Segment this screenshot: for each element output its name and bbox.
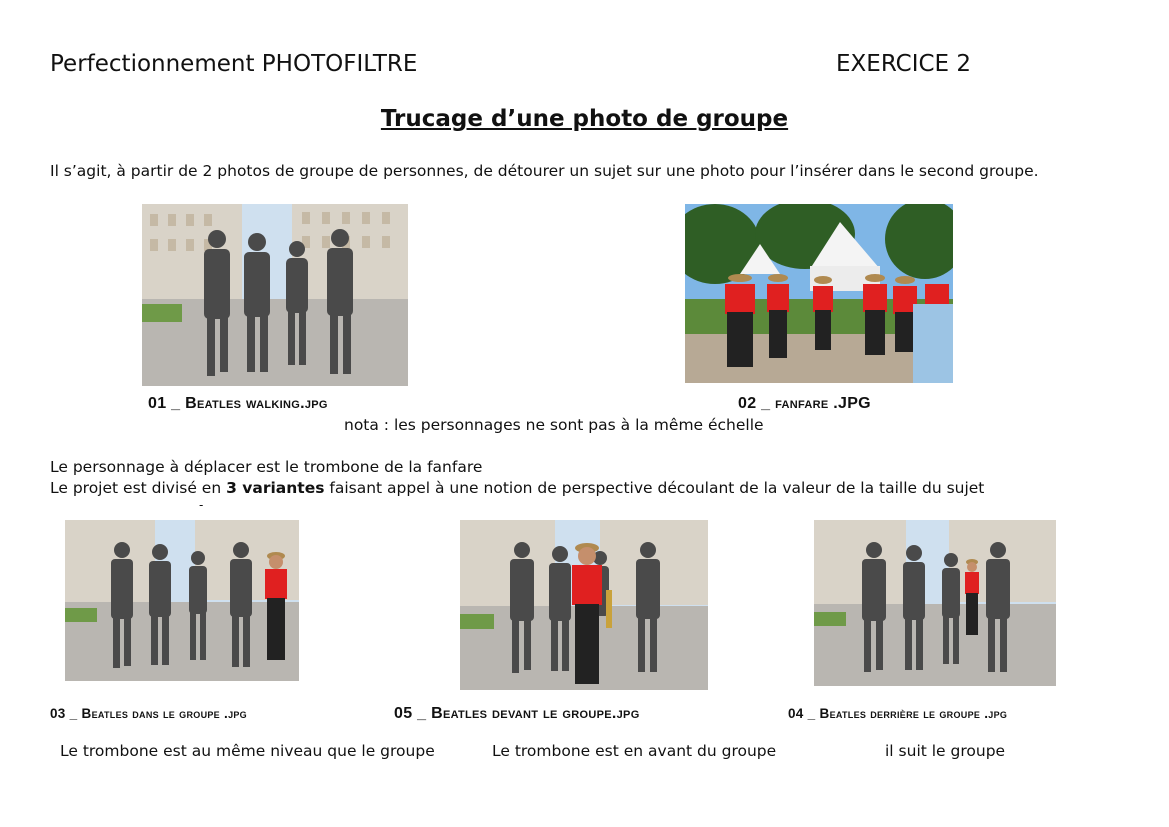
instruction-line-2-end: faisant appel à une notion de perspective découlant de la valeur de la taille du sujet — [324, 479, 985, 497]
intro-paragraph: Il s’agit, à partir de 2 photos de groupe de personnes, de détourer un sujet sur une photo pour l’insérer dans le second groupe. — [50, 162, 1039, 180]
caption-same-level: 03 _ Beatles dans le groupe .jpg — [50, 706, 247, 721]
beatles-same-level-photo — [65, 520, 299, 681]
fanfare-photo — [685, 204, 953, 383]
instruction-line-2-start: Le projet est divisé en — [50, 479, 227, 497]
scale-note: nota : les personnages ne sont pas à la même échelle — [344, 416, 764, 434]
exercise-label: EXERCICE 2 — [836, 51, 972, 77]
description-front: Le trombone est en avant du groupe — [492, 742, 777, 760]
page-title: Trucage d’une photo de groupe — [380, 106, 789, 132]
description-behind: il suit le groupe — [885, 742, 1006, 760]
caption-beatles-walking: 01 _ Beatles walking.jpg — [148, 395, 328, 412]
beatles-behind-photo — [814, 520, 1056, 686]
caption-front: 05 _ Beatles devant le groupe.jpg — [394, 705, 640, 722]
beatles-walking-photo — [142, 204, 408, 386]
description-same-level: Le trombone est au même niveau que le groupe — [60, 742, 435, 760]
instruction-variants-count: 3 variantes — [226, 479, 325, 497]
instruction-line-1: Le personnage à déplacer est le trombone de la fanfare — [50, 458, 483, 476]
caption-behind: 04 _ Beatles derrière le groupe .jpg — [788, 706, 1008, 721]
course-title: Perfectionnement PHOTOFILTRE — [50, 51, 418, 77]
caption-fanfare: 02 _ fanfare .JPG — [738, 395, 871, 412]
beatles-front-photo — [460, 520, 708, 690]
instruction-line-2 — [50, 479, 984, 497]
stray-dash: - — [199, 498, 204, 512]
